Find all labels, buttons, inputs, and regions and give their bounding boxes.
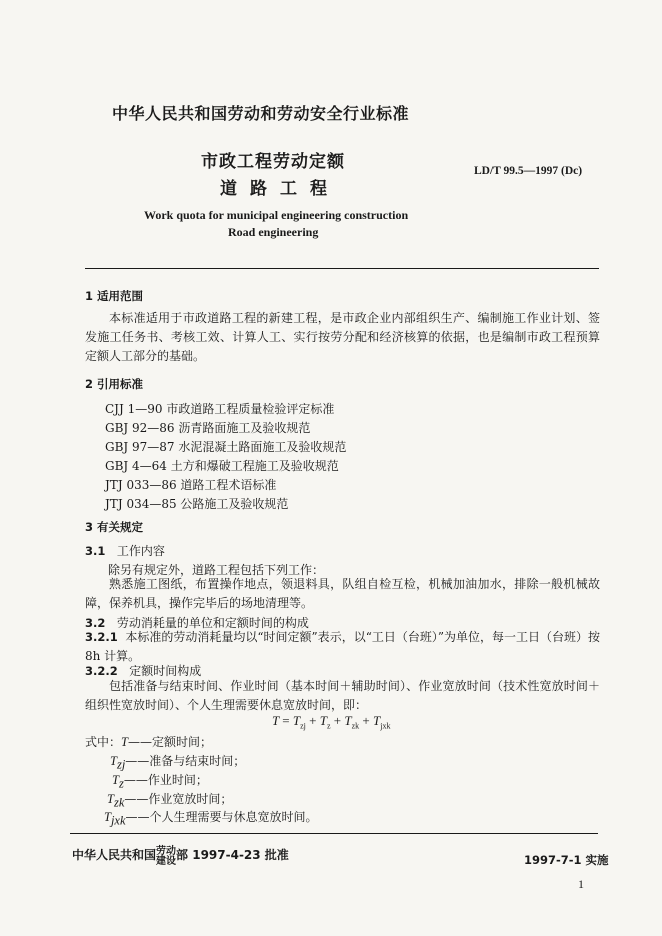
reference-item: CJJ 1—90 市政道路工程质量检验评定标准 [105,402,335,416]
def-symbol: T [112,773,119,787]
clause-title: 劳动消耗量的单位和定额时间的构成 [116,616,309,630]
approval-date: 1997-4-23 批准 [192,848,289,862]
formula-subscript: jxk [380,721,391,731]
reference-item: GBJ 97—87 水泥混凝土路面施工及验收规范 [105,440,347,454]
clause-text: 本标准的劳动消耗量均以“时间定额”表示，以“工日（台班）”为单位，每一工日（台班）按8h 计算。 [85,630,600,663]
clause-title: 定额时间构成 [129,664,202,678]
formula-operator: = [282,713,290,728]
reference-item: GBJ 4—64 土方和爆破工程施工及验收规范 [105,459,339,473]
reference-item: GBJ 92—86 沥青路面施工及验收规范 [105,421,311,435]
formula-operator: + [362,713,370,728]
document-title: 市政工程劳动定额 [201,152,345,172]
def-symbol: T [104,810,111,824]
clause-3-1-text: 熟悉施工图纸，布置操作地点，领退料具，队组自检互检，机械加油加水，排除一般机械故障，保养机具，操作完毕后的场地清理等。 [85,577,600,610]
formula-symbol: T [292,713,301,728]
clause-number: 3.2 [85,616,106,630]
def-text: ——准备与结束时间； [125,754,246,768]
def-subscript: jxk [110,813,126,828]
def-subscript: zj [116,757,126,772]
section-1-text: 本标准适用于市政道路工程的新建工程，是市政企业内部组织生产、编制施工作业计划、签发施工任务书、考核工效、计算人工、实行按劳分配和经济核算的依据，也是编制市政工程预算定额人工部分的基础。 [85,311,600,363]
document-subtitle-en: Road engineering [228,225,319,239]
definition-row [104,808,318,828]
definition-row [112,771,208,791]
document-subtitle: 道路工程 [220,179,340,199]
clause-3-1-intro: 除另有规定外，道路工程包括下列工作： [108,563,325,577]
def-subscript: zk [113,795,125,810]
clause-3-2-1 [85,628,600,666]
formula-symbol: T [372,713,381,728]
formula-subscript: zk [351,721,360,731]
clause-number: 3.2.2 [85,664,118,678]
def-text: ——定额时间； [127,735,212,749]
def-subscript: z [118,776,124,791]
def-symbol: T [121,735,128,749]
def-symbol: T [107,792,114,806]
issuer-suffix: 部 [176,848,189,862]
issuing-authority [72,846,289,867]
formula-subscript: zj [300,721,306,731]
issuer-name: 中华人民共和国 [72,848,157,862]
reference-item: JTJ 033—86 道路工程术语标准 [105,478,277,492]
where-label: 式中： [85,735,122,749]
formula-operator: + [333,713,342,728]
standard-code: LD/T 99.5—1997 (Dc) [474,165,583,177]
ministry-labor: 劳动 [156,846,177,857]
issuer-ministries [156,847,176,867]
reference-item: JTJ 034—85 公路施工及验收规范 [105,497,289,511]
section-1-heading: 1 适用范围 [85,289,144,303]
definition-row [85,733,212,750]
def-text: ——作业时间； [123,773,208,787]
formula-symbol: T [272,713,279,728]
effective-date: 1997-7-1 实施 [524,853,609,867]
def-symbol: T [110,754,117,768]
section-3-heading: 3 有关规定 [85,520,144,534]
formula-operator: + [309,713,317,728]
issuing-standard-category: 中华人民共和国劳动和劳动安全行业标准 [112,104,410,123]
section-2-heading: 2 引用标准 [85,377,144,391]
def-text: ——作业宽放时间； [124,792,233,806]
page-number: 1 [578,877,584,891]
footer-divider [70,833,598,834]
clause-number: 3.2.1 [85,630,118,644]
def-text: ——个人生理需要与休息宽放时间。 [125,810,318,824]
clause-number: 3.1 [85,544,106,558]
document-title-en: Work quota for municipal engineering construction [144,208,409,222]
clause-title: 工作内容 [116,544,165,558]
definition-row [110,752,245,772]
formula-symbol: T [319,713,327,728]
clause-3-1 [85,542,165,559]
time-formula [272,713,390,731]
ministry-construction: 建设 [156,856,177,867]
formula-symbol: T [344,713,352,728]
clause-3-2-2-text: 包括准备与结束时间、作业时间（基本时间＋辅助时间）、作业宽放时间（技术性宽放时间＋组织性宽放时间）、个人生理需要休息宽放时间，即： [85,679,600,712]
header-divider [85,268,599,269]
formula-subscript: z [326,721,331,731]
